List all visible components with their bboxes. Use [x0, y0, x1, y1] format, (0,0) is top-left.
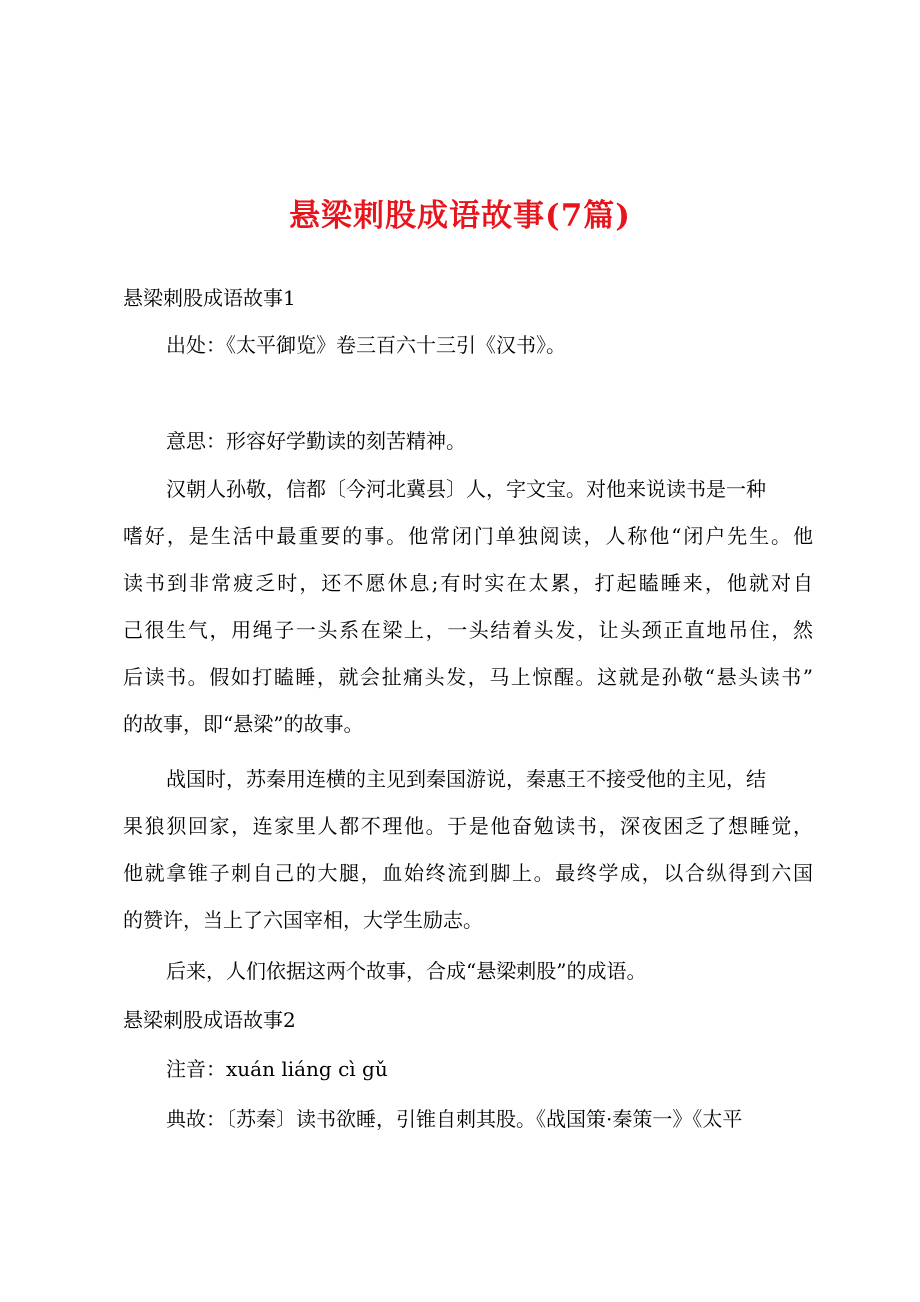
paragraph-2-line: 他就拿锥子刺自己的大腿，血始终流到脚上。最终学成，以合纵得到六国: [123, 861, 813, 885]
paragraph-2-line: 的赞许，当上了六国宰相，大学生励志。: [123, 908, 483, 932]
paragraph-3: 后来，人们依据这两个故事，合成“悬梁刺股”的成语。: [166, 959, 647, 983]
allusion-line: 典故：〔苏秦〕读书欲睡，引锥自刺其股。《战国策·秦策一》《太平: [166, 1107, 743, 1131]
meaning-line: 意思：形容好学勤读的刻苦精神。: [166, 429, 466, 453]
pinyin-line: 注音：xuán liáng cì gǔ: [166, 1057, 388, 1081]
paragraph-1-line: 汉朝人孙敬，信都〔今河北冀县〕人，字文宝。对他来说读书是一种: [166, 477, 766, 501]
document-title: 悬梁刺股成语故事(7篇): [289, 198, 631, 234]
story-1-heading: 悬梁刺股成语故事1: [123, 286, 296, 310]
paragraph-1-line: 己很生气，用绳子一头系在梁上，一头结着头发，让头颈正直地吊住，然: [123, 618, 813, 642]
paragraph-1-line: 嗜好，是生活中最重要的事。他常闭门单独阅读，人称他“闭户先生。他: [123, 524, 813, 548]
source-line: 出处：《太平御览》卷三百六十三引《汉书》。: [166, 333, 566, 357]
paragraph-2-line: 战国时，苏秦用连横的主见到秦国游说，秦惠王不接受他的主见，结: [166, 767, 766, 791]
paragraph-1-line: 的故事，即“悬梁”的故事。: [123, 712, 364, 736]
paragraph-2-line: 果狼狈回家，连家里人都不理他。于是他奋勉读书，深夜困乏了想睡觉，: [123, 814, 813, 838]
paragraph-1-line: 读书到非常疲乏时，还不愿休息;有时实在太累，打起瞌睡来，他就对自: [123, 571, 813, 595]
story-2-heading: 悬梁刺股成语故事2: [123, 1008, 296, 1032]
paragraph-1-line: 后读书。假如打瞌睡，就会扯痛头发，马上惊醒。这就是孙敬“悬头读书”: [123, 665, 813, 689]
